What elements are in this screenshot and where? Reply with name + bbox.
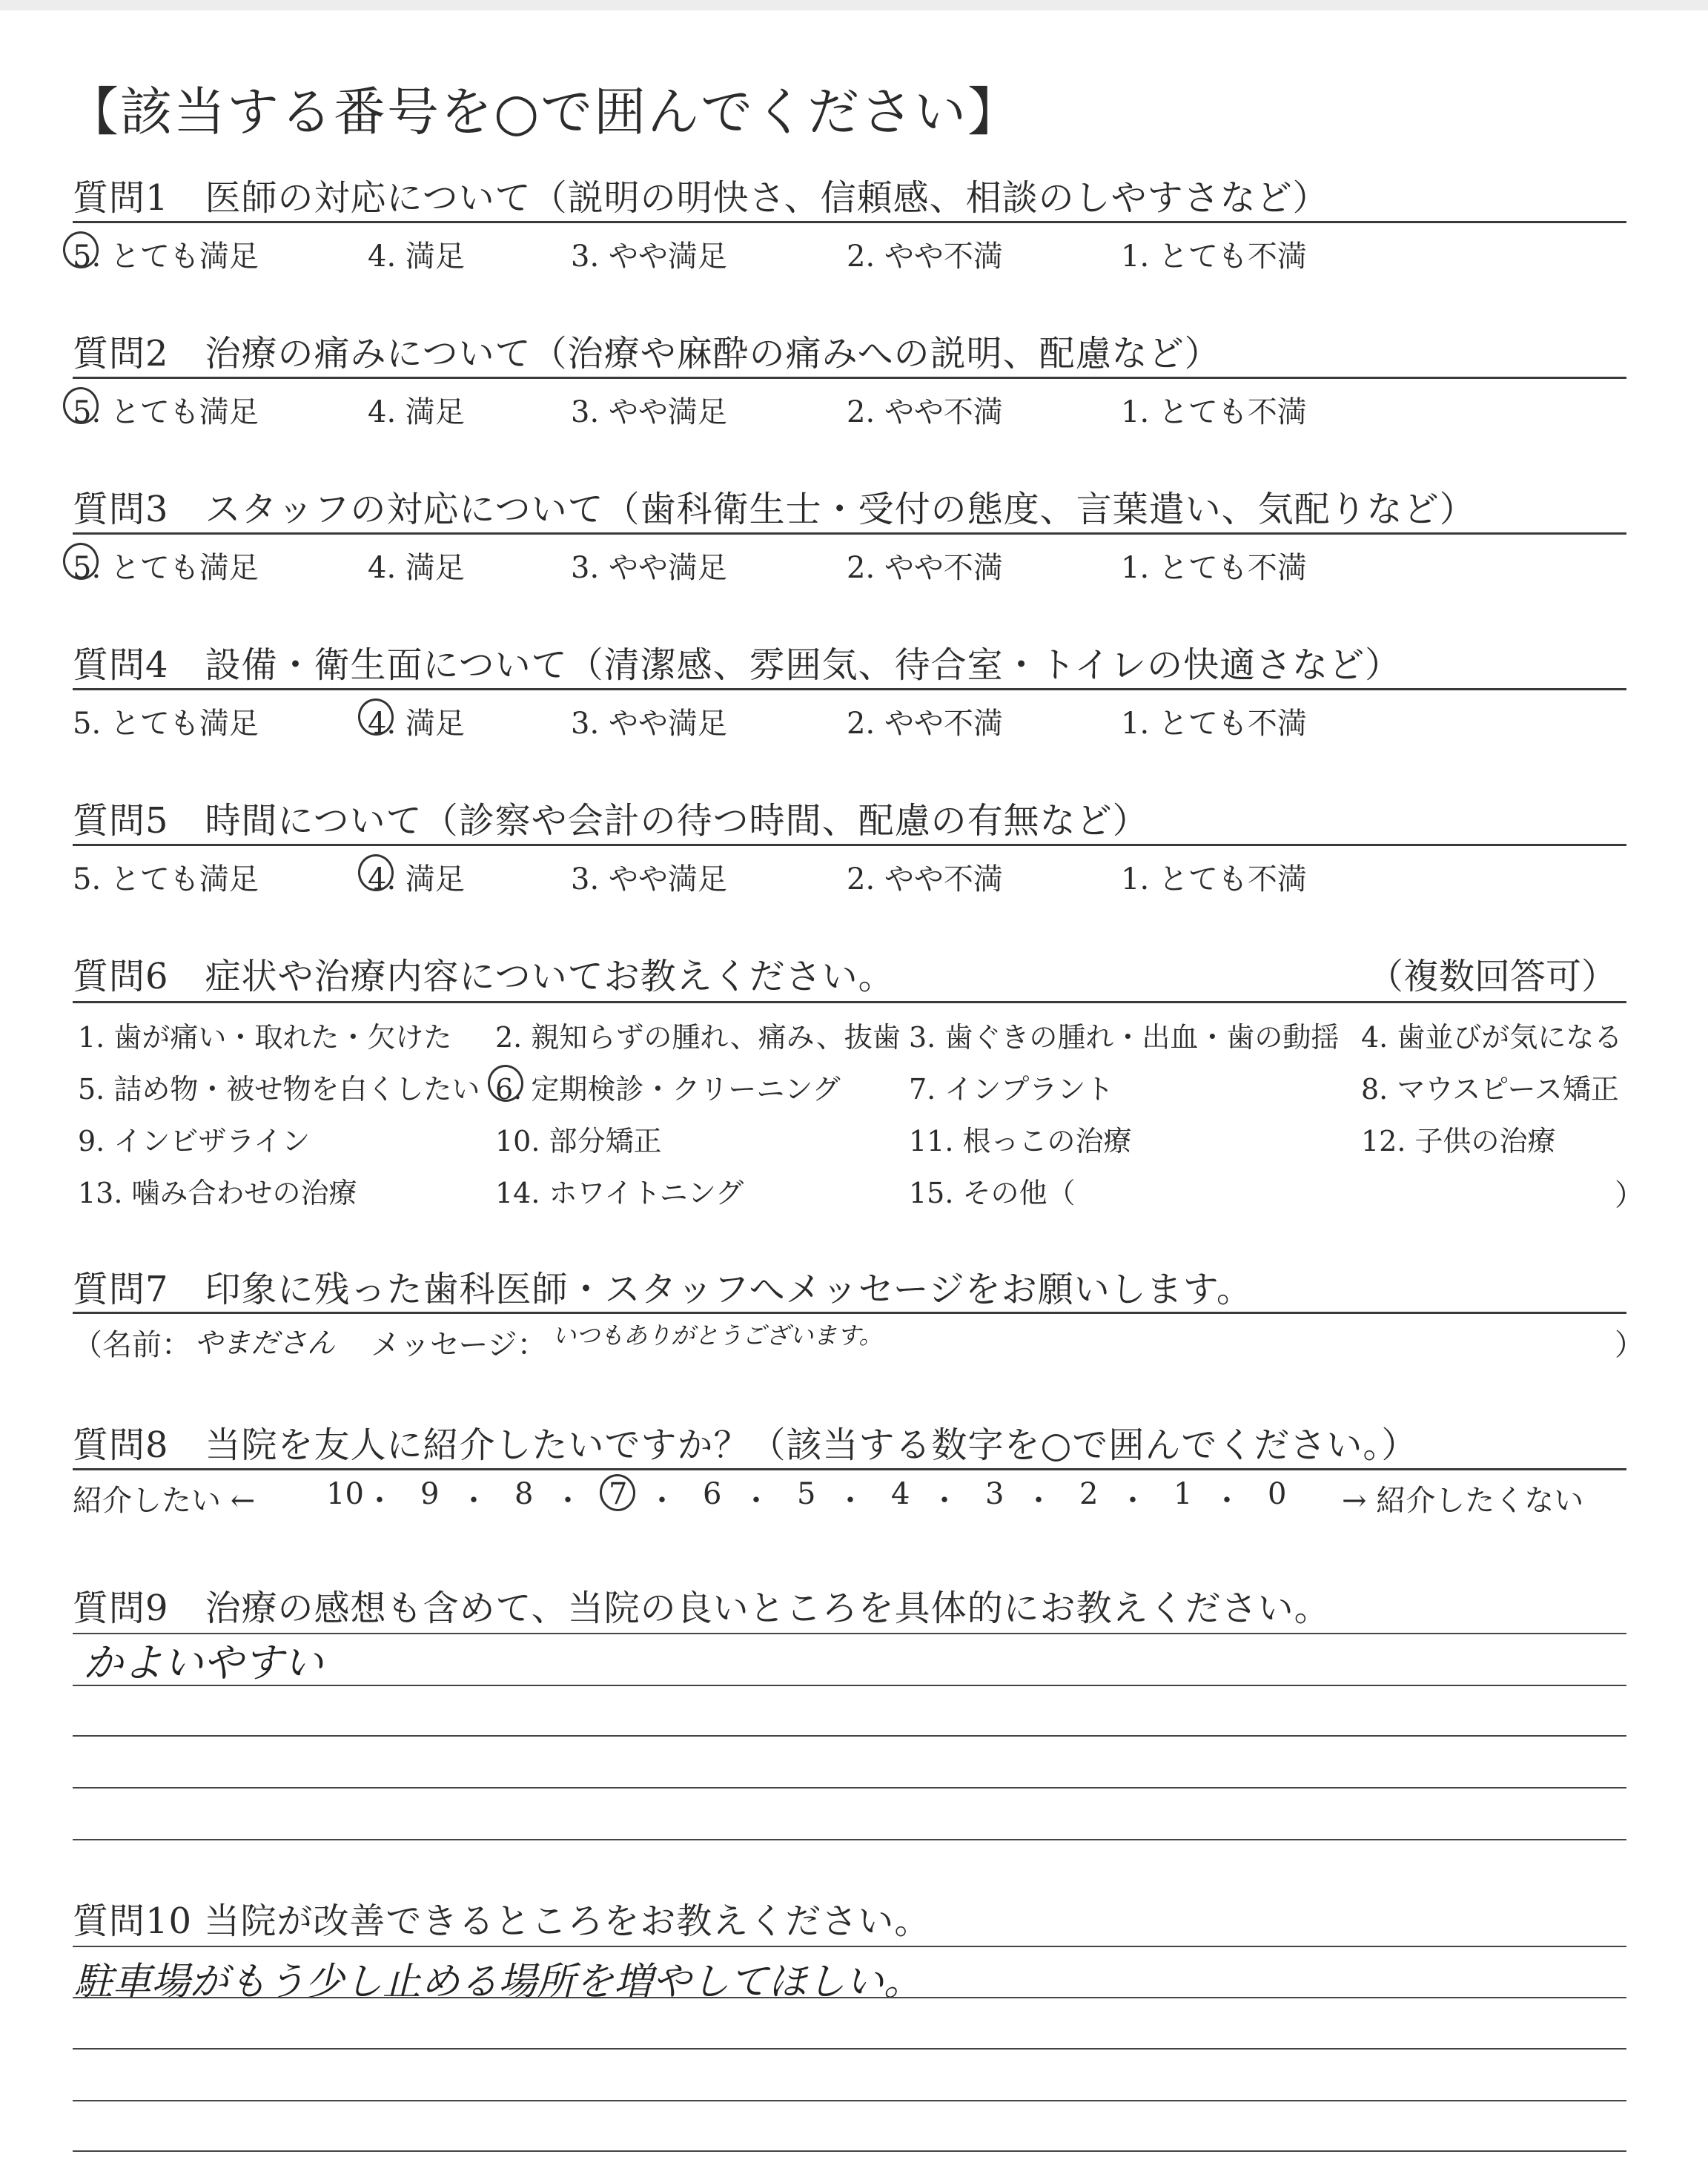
q8-scale-separator: ・: [553, 1484, 583, 1518]
q4-title: 質問4 設備・衛生面について（清潔感、雰囲気、待合室・トイレの快適さなど）: [73, 644, 1402, 686]
q8-selected-circle: [598, 1472, 638, 1513]
q10-line-3: [73, 2048, 1626, 2050]
q6-other-close-paren: ）: [1615, 1178, 1644, 1212]
q1-option-1[interactable]: 1. とても不満: [1121, 240, 1307, 274]
q9-line-4: [73, 1787, 1626, 1789]
q9-line-5: [73, 1839, 1626, 1840]
q7-message-label: メッセージ：: [371, 1328, 547, 1362]
q1-option-3[interactable]: 3. やや満足: [571, 240, 727, 274]
q6-option-13[interactable]: 13. 噛み合わせの治療: [78, 1177, 357, 1209]
q2-option-2[interactable]: 2. やや不満: [847, 395, 1003, 429]
q9-answer-handwritten: かよいやすい: [83, 1639, 323, 1686]
q6-option-6[interactable]: 6. 定期検診・クリーニング: [495, 1073, 841, 1106]
q8-scale-separator: ・: [930, 1484, 959, 1518]
q2-rule: [73, 377, 1626, 379]
q6-title: 質問6 症状や治療内容についてお教えください。: [73, 956, 895, 997]
q6-option-9[interactable]: 9. インビザライン: [78, 1125, 311, 1157]
q6-option-3[interactable]: 3. 歯ぐきの腫れ・出血・歯の動揺: [909, 1021, 1340, 1054]
q1-option-4[interactable]: 4. 満足: [368, 240, 465, 274]
q5-title: 質問5 時間について（診察や会計の待つ時間、配慮の有無など）: [73, 800, 1149, 842]
q4-option-5[interactable]: 5. とても満足: [73, 707, 259, 741]
q6-option-2[interactable]: 2. 親知らずの腫れ、痛み、抜歯: [495, 1021, 901, 1054]
q3-rule: [73, 532, 1626, 535]
q8-scale-6[interactable]: 6: [703, 1477, 722, 1511]
q2-option-4[interactable]: 4. 満足: [368, 395, 465, 429]
q3-title: 質問3 スタッフの対応について（歯科衛生士・受付の態度、言葉遣い、気配りなど）: [73, 489, 1476, 530]
page-heading: 【該当する番号を○で囲んでください】: [67, 82, 1022, 142]
q1-rule: [73, 221, 1626, 223]
q3-option-5[interactable]: 5. とても満足: [73, 551, 259, 585]
q9-line-3: [73, 1735, 1626, 1737]
q7-name-handwritten: やまださん: [194, 1327, 336, 1359]
q8-scale-0[interactable]: 0: [1268, 1477, 1287, 1511]
q8-scale-9[interactable]: 9: [420, 1477, 440, 1511]
q1-option-2[interactable]: 2. やや不満: [847, 240, 1003, 274]
q8-scale-1[interactable]: 1: [1174, 1477, 1193, 1511]
q3-option-4[interactable]: 4. 満足: [368, 551, 465, 585]
q8-scale-separator: ・: [365, 1484, 394, 1518]
q1-option-5[interactable]: 5. とても満足: [73, 240, 259, 274]
q8-scale-separator: ・: [835, 1484, 865, 1518]
q6-option-8[interactable]: 8. マウスピース矯正: [1361, 1073, 1619, 1106]
q4-option-4[interactable]: 4. 満足: [368, 707, 465, 741]
q6-option-12[interactable]: 12. 子供の治療: [1361, 1125, 1556, 1157]
q8-scale-8[interactable]: 8: [514, 1477, 534, 1511]
q8-scale-separator: ・: [1118, 1484, 1148, 1518]
q6-multiple-note: （複数回答可）: [1368, 956, 1618, 997]
q8-rule: [73, 1468, 1626, 1470]
q10-line-1: [73, 1946, 1626, 1947]
q9-title: 質問9 治療の感想も含めて、当院の良いところを具体的にお教えください。: [73, 1588, 1331, 1629]
q4-rule: [73, 688, 1626, 690]
q6-option-10[interactable]: 10. 部分矯正: [495, 1125, 662, 1157]
q8-scale-3[interactable]: 3: [985, 1477, 1004, 1511]
q2-title: 質問2 治療の痛みについて（治療や麻酔の痛みへの説明、配慮など）: [73, 333, 1221, 374]
q2-option-5[interactable]: 5. とても満足: [73, 395, 259, 429]
q6-option-15[interactable]: 15. その他（: [909, 1177, 1076, 1209]
q4-option-1[interactable]: 1. とても不満: [1121, 707, 1307, 741]
q1-title: 質問1 医師の対応について（説明の明快さ、信頼感、相談のしやすさなど）: [73, 177, 1329, 219]
q8-scale-separator: ・: [459, 1484, 489, 1518]
q7-title: 質問7 印象に残った歯科医師・スタッフへメッセージをお願いします。: [73, 1269, 1253, 1310]
q9-line-1: [73, 1633, 1626, 1634]
q2-option-1[interactable]: 1. とても不満: [1121, 395, 1307, 429]
q8-scale-separator: ・: [1212, 1484, 1242, 1518]
q8-scale-7[interactable]: 7: [609, 1477, 628, 1511]
q6-option-4[interactable]: 4. 歯並びが気になる: [1361, 1021, 1623, 1054]
q3-option-3[interactable]: 3. やや満足: [571, 551, 727, 585]
q2-option-3[interactable]: 3. やや満足: [571, 395, 727, 429]
q7-message-handwritten: いつもありがとうございます。: [552, 1321, 883, 1350]
q8-scale-2[interactable]: 2: [1079, 1477, 1099, 1511]
q8-scale-separator: ・: [1024, 1484, 1053, 1518]
q7-rule: [73, 1312, 1626, 1314]
q9-line-2: [73, 1685, 1626, 1686]
q5-rule: [73, 844, 1626, 846]
q4-option-3[interactable]: 3. やや満足: [571, 707, 727, 741]
q10-line-4: [73, 2100, 1626, 2101]
q4-option-2[interactable]: 2. やや不満: [847, 707, 1003, 741]
q3-option-1[interactable]: 1. とても不満: [1121, 551, 1307, 585]
q7-close-paren: ）: [1615, 1328, 1644, 1362]
q8-right-label: → 紹介したくない: [1342, 1484, 1584, 1518]
q10-answer-handwritten: 駐車場がもう少し止める場所を増やしてほしい。: [74, 1960, 923, 2004]
q8-scale-10[interactable]: 10: [326, 1477, 364, 1511]
q8-left-label: 紹介したい ←: [73, 1484, 256, 1518]
q8-scale-separator: ・: [741, 1484, 771, 1518]
q5-option-3[interactable]: 3. やや満足: [571, 862, 727, 896]
q8-scale-separator: ・: [647, 1484, 677, 1518]
q6-option-11[interactable]: 11. 根っこの治療: [909, 1125, 1132, 1157]
q8-scale-4[interactable]: 4: [891, 1477, 910, 1511]
q6-option-1[interactable]: 1. 歯が痛い・取れた・欠けた: [78, 1021, 452, 1054]
q5-option-4[interactable]: 4. 満足: [368, 862, 465, 896]
q5-option-5[interactable]: 5. とても満足: [73, 862, 259, 896]
q10-title: 質問10 当院が改善できるところをお教えください。: [73, 1900, 931, 1942]
q6-option-5[interactable]: 5. 詰め物・被せ物を白くしたい: [78, 1073, 480, 1106]
q6-rule: [73, 1001, 1626, 1003]
q10-line-5: [73, 2150, 1626, 2152]
q5-option-2[interactable]: 2. やや不満: [847, 862, 1003, 896]
q10-line-2: [73, 1997, 1626, 1998]
q6-option-14[interactable]: 14. ホワイトニング: [495, 1177, 744, 1209]
q3-option-2[interactable]: 2. やや不満: [847, 551, 1003, 585]
q5-option-1[interactable]: 1. とても不満: [1121, 862, 1307, 896]
q8-title: 質問8 当院を友人に紹介したいですか？（該当する数字を○で囲んでください。）: [73, 1424, 1418, 1466]
q7-name-label: （名前：: [73, 1328, 191, 1362]
q6-option-7[interactable]: 7. インプラント: [909, 1073, 1114, 1106]
q8-scale-5[interactable]: 5: [797, 1477, 816, 1511]
